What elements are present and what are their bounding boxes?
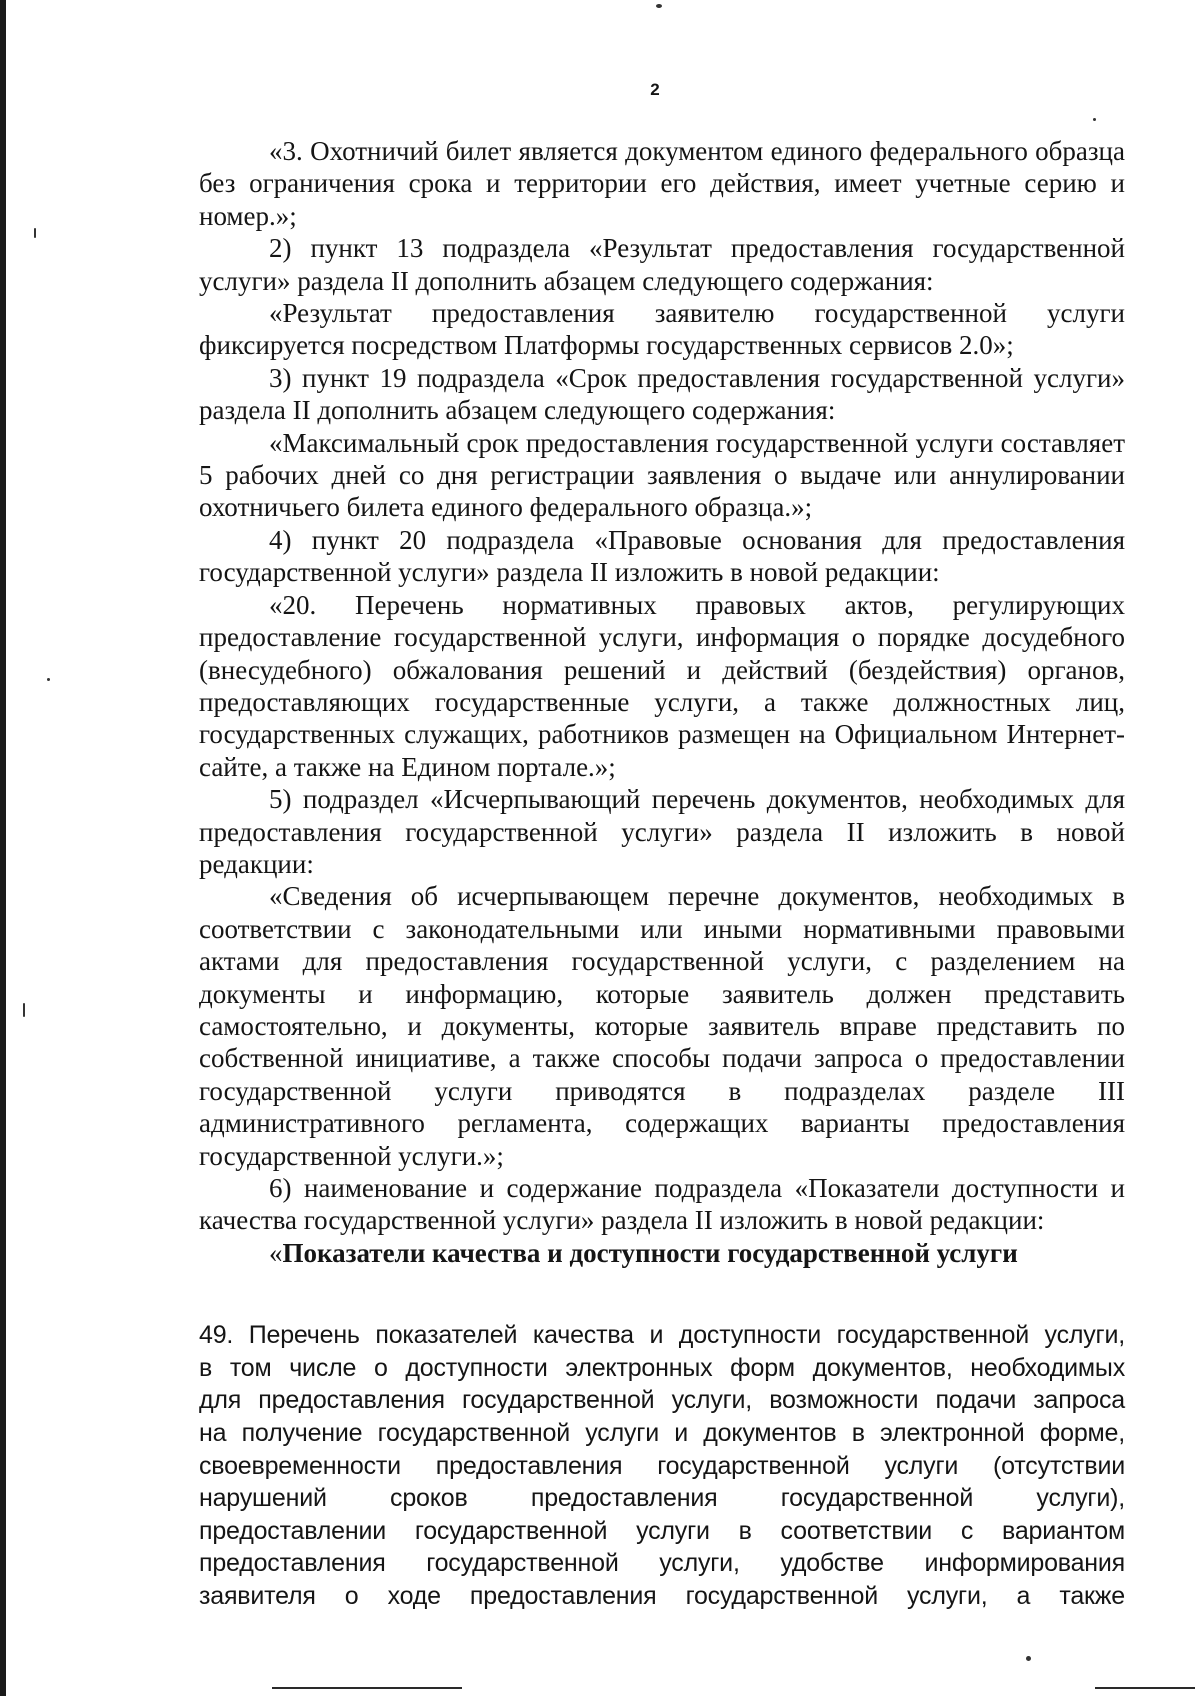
item-49-line: своевременности предоставления государственной услуги (отсутствии xyxy=(199,1451,1125,1480)
item-49-line: нарушений сроков предоставления государственной услуги), xyxy=(199,1484,1125,1513)
scan-speck xyxy=(34,228,36,238)
item-49-line: на получение государственной услуги и документов в электронной форме, xyxy=(199,1419,1125,1447)
item-49-line: в том числе о доступности электронных форм документов, необходимых xyxy=(199,1353,1125,1382)
scan-speck xyxy=(1093,118,1096,121)
item-49-line: предоставления государственной услуги, удобстве информирования xyxy=(199,1549,1125,1578)
section-heading xyxy=(199,1237,1125,1269)
paragraph-hunting-ticket: «3. Охотничий билет является документом единого федерального образца без ограничения срока и территории его действия, имеет учетные серию и номер.»; xyxy=(199,136,1125,231)
bottom-scan-line xyxy=(272,1687,462,1689)
item-49-line: предоставлении государственной услуги в соответствии с вариантом xyxy=(199,1516,1125,1545)
paragraph-documents-quote: «Сведения об исчерпывающем перечне документов, необходимых в соответствии с законодательными или иными нормативными правовыми актами для предоставления государственной услуги, с разделением на документы и информацию, которые заявитель должен представить самостоятельно, и документы, которые заявитель вправе представить по собственной инициативе, а также способы подачи запроса о предоставлении государственной услуги приводятся в подразделах разделе III административного регламента, содержащих варианты предоставления государственной услуги.»; xyxy=(199,881,1125,1171)
paragraph-item-4: 4) пункт 20 подраздела «Правовые основания для предоставления государственной услуги» раздела II изложить в новой редакции: xyxy=(199,524,1125,588)
scan-left-edge xyxy=(0,0,6,1696)
heading-text: Показатели качества и доступности государственной услуги xyxy=(282,1237,1018,1268)
scan-speck xyxy=(1026,1656,1031,1661)
bottom-scan-line xyxy=(1095,1687,1195,1689)
paragraph-item-3: 3) пункт 19 подраздела «Срок предоставления государственной услуги» раздела II дополнить абзацем следующего содержания: xyxy=(199,362,1125,426)
scan-speck xyxy=(656,4,662,8)
blank-line xyxy=(199,1269,1125,1319)
document-body xyxy=(199,135,1125,1613)
paragraph-item-5: 5) подраздел «Исчерпывающий перечень документов, необходимых для предоставления государственной услуги» раздела II изложить в новой редакции: xyxy=(199,784,1125,879)
item-49-block xyxy=(199,1319,1125,1612)
paragraph-result-quote: «Результат предоставления заявителю государственной услуги фиксируется посредством Платформы государственных сервисов 2.0»; xyxy=(199,298,1125,361)
item-49-line: для предоставления государственной услуги, возможности подачи запроса xyxy=(199,1386,1125,1415)
item-49-line: 49. Перечень показателей качества и доступности государственной услуги, xyxy=(199,1321,1125,1350)
paragraph-item-6: 6) наименование и содержание подраздела «Показатели доступности и качества государственной услуги» раздела II изложить в новой редакции: xyxy=(199,1173,1125,1236)
scan-speck xyxy=(23,1003,25,1017)
item-49-line: заявителя о ходе предоставления государственной услуги, а также xyxy=(199,1581,1125,1610)
paragraph-item-2: 2) пункт 13 подраздела «Результат предоставления государственной услуги» раздела II дополнить абзацем следующего содержания: xyxy=(199,233,1125,296)
paragraph-max-term-quote: «Максимальный срок предоставления государственной услуги составляет 5 рабочих дней со дня регистрации заявления о выдаче или аннулировании охотничьего билета единого федерального образца.»; xyxy=(199,427,1125,523)
paragraph-item-20-quote: «20. Перечень нормативных правовых актов, регулирующих предоставление государственной услуги, информация о порядке досудебного (внесудебного) обжалования решений и действий (бездействия) органов, предоставляющих государственные услуги, а также должностных лиц, государственных служащих, работников размещен на Официальном Интернет-сайте, а также на Едином портале.»; xyxy=(199,589,1125,782)
heading-open-quote: « xyxy=(269,1237,283,1268)
scan-speck xyxy=(47,678,50,681)
page-number: 2 xyxy=(650,80,660,99)
